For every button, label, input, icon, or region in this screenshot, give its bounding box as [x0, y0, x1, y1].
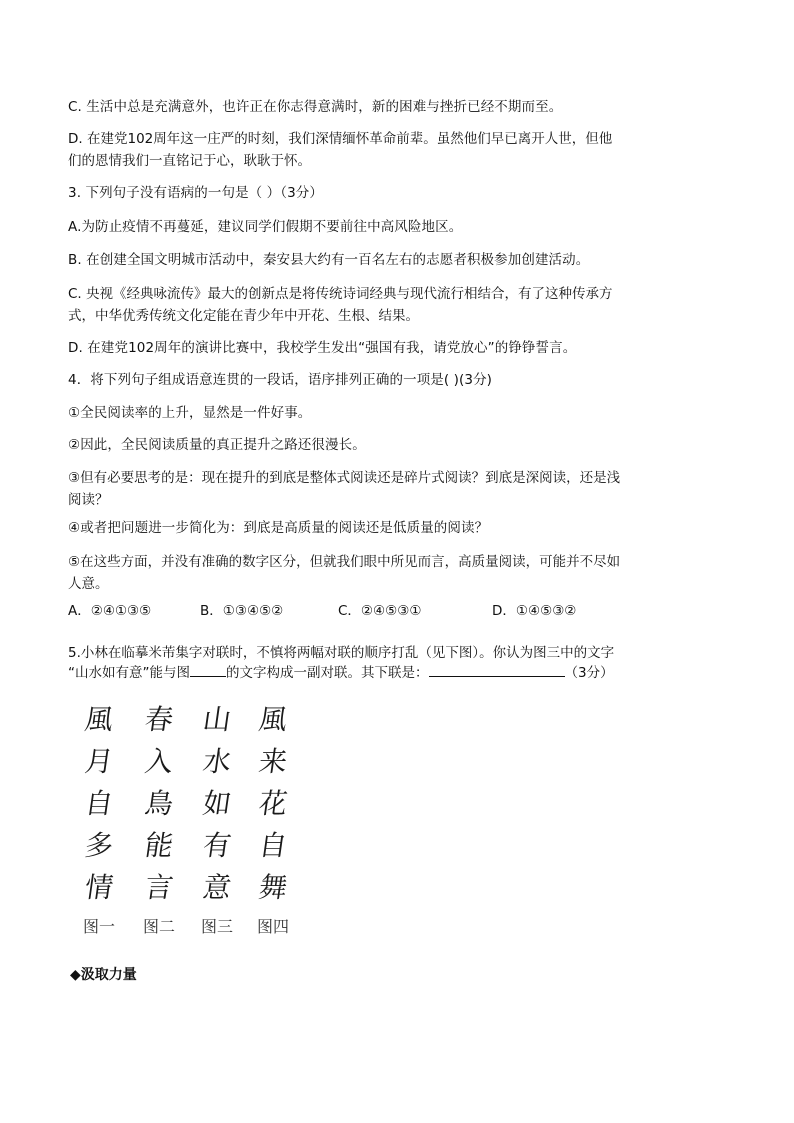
q5-text-b: 的文字构成一副对联。其下联是：: [226, 665, 429, 681]
figure-1-caption: 图一: [82, 917, 115, 936]
q3-option-c-line2: 式，中华优秀传统文化定能在青少年中开花、生根、结果。: [68, 308, 419, 324]
figure-2-caption: 图二: [142, 917, 175, 936]
callig-char: 花: [256, 787, 290, 820]
callig-char: 鳥: [142, 787, 176, 820]
q4-sentence-4: ④或者把问题进一步简化为：到底是高质量的阅读还是低质量的阅读？: [68, 520, 489, 536]
option-c-q2: C. 生活中总是充满意外，也许正在你志得意满时，新的困难与挫折已经不期而至。: [68, 99, 563, 115]
q4-option-c: C．②④⑤③①: [338, 603, 422, 619]
q3-option-b: B. 在创建全国文明城市活动中，秦安县大约有一百名左右的志愿者积极参加创建活动。: [68, 252, 590, 268]
calligraphy-figure: [72, 700, 312, 940]
second-line-blank[interactable]: [429, 662, 565, 677]
figure-number-blank[interactable]: [190, 662, 226, 677]
question-3-stem: 3. 下列句子没有语病的一句是（ ）（3分）: [68, 185, 324, 201]
callig-char: 風: [256, 703, 290, 736]
callig-char: 言: [142, 871, 176, 904]
q4-option-d: D．①④⑤③②: [492, 603, 577, 619]
figure-4-caption: 图四: [256, 917, 289, 936]
question-4-stem: 4．将下列句子组成语意连贯的一段话，语序排列正确的一项是( )(3分): [68, 372, 493, 388]
q4-sentence-3: [68, 467, 668, 511]
q3-option-a: A.为防止疫情不再蔓延，建议同学们假期不要前往中高风险地区。: [68, 219, 463, 235]
figure-3-caption: 图三: [200, 917, 233, 936]
q4-sentence-3-line1: ③但有必要思考的是：现在提升的到底是整体式阅读还是碎片式阅读？到底是深阅读，还是浅: [68, 470, 621, 486]
callig-char: 多: [82, 829, 116, 862]
callig-char: 月: [82, 745, 116, 778]
q4-sentence-1: ①全民阅读率的上升，显然是一件好事。: [68, 405, 312, 421]
callig-char: 能: [142, 829, 176, 862]
q4-sentence-2: ②因此，全民阅读质量的真正提升之路还很漫长。: [68, 437, 366, 453]
callig-char: 水: [200, 745, 234, 778]
section-heading: ◆汲取力量: [70, 967, 137, 983]
callig-char: 春: [142, 703, 176, 736]
callig-char: 情: [82, 871, 116, 904]
question-5-line2: [68, 662, 614, 684]
option-d-q2: [68, 128, 668, 172]
callig-char: 山: [200, 703, 234, 736]
question-5-line1: 5.小林在临摹米芾集字对联时，不慎将两幅对联的顺序打乱（见下图）。你认为图三中的文字: [68, 645, 615, 661]
q4-sentence-5-line1: ⑤在这些方面，并没有准确的数字区分，但就我们眼中所见而言，高质量阅读，可能并不尽如: [68, 554, 621, 570]
q4-options: [68, 599, 668, 621]
callig-char: 有: [200, 829, 234, 862]
q4-sentence-5: [68, 551, 668, 595]
q3-option-c-line1: C. 央视《经典咏流传》最大的创新点是将传统诗词经典与现代流行相结合，有了这种传承方: [68, 286, 613, 302]
option-d-q2-line2: 们的恩情我们一直铭记于心，耿耿于怀。: [68, 153, 311, 169]
callig-char: 如: [200, 787, 234, 820]
callig-char: 自: [82, 787, 116, 820]
q5-text-a: “山水如有意”能与图: [68, 665, 190, 681]
q3-option-c: [68, 283, 668, 327]
callig-char: 意: [200, 871, 234, 904]
q4-sentence-5-line2: 人意。: [68, 576, 109, 592]
callig-char: 風: [82, 703, 116, 736]
callig-char: 入: [142, 745, 176, 778]
q4-sentence-3-line2: 阅读？: [68, 492, 109, 508]
q4-option-a: A．②④①③⑤: [68, 603, 152, 619]
q4-option-b: B．①③④⑤②: [200, 603, 284, 619]
option-d-q2-line1: D. 在建党102周年这一庄严的时刻，我们深情缅怀革命前辈。虽然他们早已离开人世，但他: [68, 131, 613, 147]
callig-char: 来: [256, 745, 290, 778]
q3-option-d: D. 在建党102周年的演讲比赛中，我校学生发出“强国有我，请党放心”的铮铮誓言。: [68, 340, 577, 356]
callig-char: 自: [256, 829, 290, 862]
q5-text-c: （3分）: [564, 665, 614, 681]
callig-char: 舞: [256, 871, 290, 904]
